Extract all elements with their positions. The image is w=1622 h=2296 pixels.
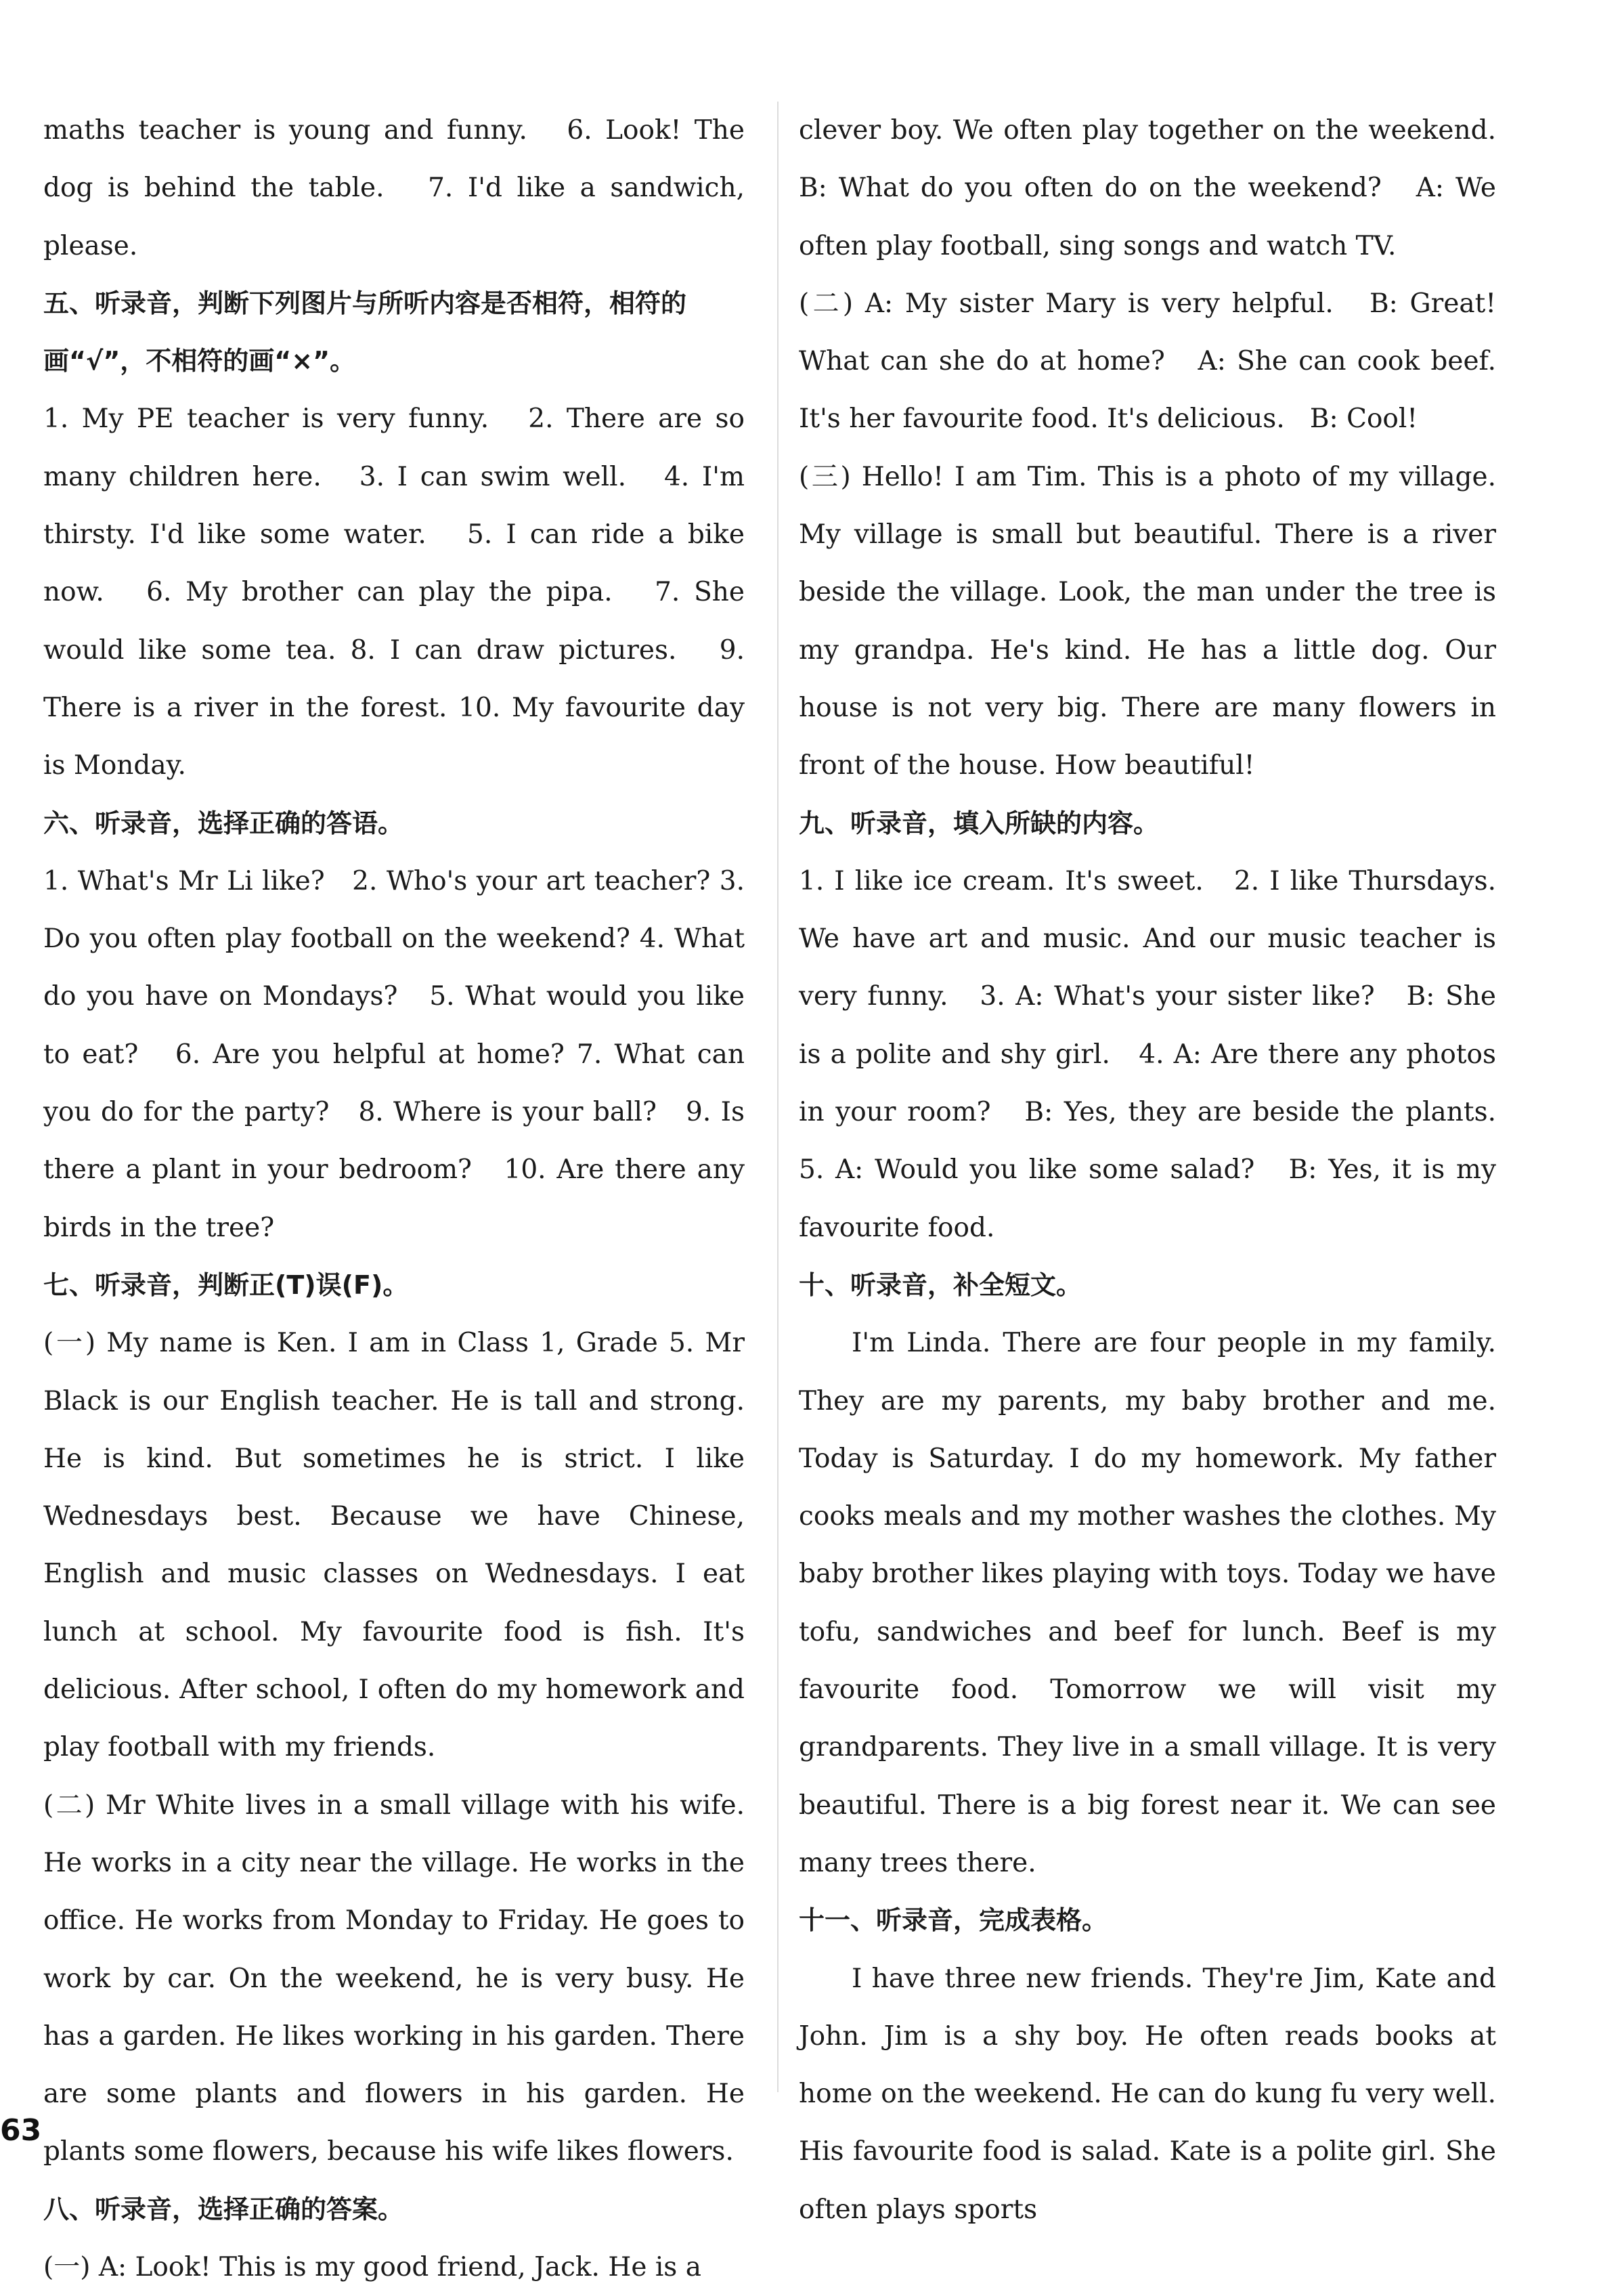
section-7-heading: 七、听录音，判断正(T)误(F)。 (43, 1270, 409, 1300)
section-11-heading: 十一、听录音，完成表格。 (799, 1905, 1108, 1936)
section-9-heading: 九、听录音，填入所缺的内容。 (799, 808, 1160, 838)
section-8-part-3: (三) Hello! I am Tim. This is a photo of my village. My village is small but beautiful. There is a river beside the village. Look, the man under the tree is my grandpa. He's kind. He has a little dog. Our house is not very big. There are many flowers in front of the house. How beautiful! (799, 461, 1496, 781)
section-8-part-1-start: (一) A: Look! This is my good friend, Jack. He is a (43, 2251, 701, 2282)
section-11-passage: I have three new friends. They're Jim, Kate and John. Jim is a shy boy. He often reads books at home on the weekend. He can do kung fu very well. His favourite food is salad. Kate is a polite girl. She often plays sports (799, 1963, 1496, 2225)
section-7-part-2: (二) Mr White lives in a small village with his wife. He works in a city near the village. He works in the office. He works from Monday to Friday. He goes to work by car. On the weekend, he is very busy. He has a garden. He likes working in his garden. There are some plants and flowers in his garden. He plants some flowers, because his wife likes flowers. (43, 1790, 745, 2167)
left-column (43, 102, 745, 2296)
column-divider (777, 102, 779, 2092)
section-9-transcript: 1. I like ice cream. It's sweet. 2. I like Thursdays. We have art and music. And our music teacher is very funny. 3. A: What's your sister like? B: She is a polite and shy girl. 4. A: Are there any photos in your room? B: Yes, they are beside the plants. 5. A: Would you like some salad? B: Yes, it is my favourite food. (799, 865, 1496, 1243)
right-column (799, 102, 1496, 2238)
section-6-heading: 六、听录音，选择正确的答语。 (43, 808, 404, 838)
section-5-transcript: 1. My PE teacher is very funny. 2. There are so many children here. 3. I can swim well. 4. I'm thirsty. I'd like some water. 5. I can ride a bike now. 6. My brother can play the pipa. 7. She would like some tea. 8. I can draw pictures. 9. There is a river in the forest. 10. My favourite day is Monday. (43, 404, 745, 781)
section-7-part-1: (一) My name is Ken. I am in Class 1, Grade 5. Mr Black is our English teacher. He is tall and strong. He is kind. But sometimes he is strict. I like Wednesdays best. Because we have Chinese, English and music classes on Wednesdays. I eat lunch at school. My favourite food is fish. It's delicious. After school, I often do my homework and play football with my friends. (43, 1328, 745, 1763)
section-8-heading: 八、听录音，选择正确的答案。 (43, 2194, 404, 2224)
page-number: 63 (0, 2113, 42, 2148)
left-paragraph-1: maths teacher is young and funny. 6. Look! The dog is behind the table. 7. I'd like a sandwich, please. (43, 115, 745, 261)
section-10-heading: 十、听录音，补全短文。 (799, 1270, 1082, 1300)
section-6-transcript: 1. What's Mr Li like? 2. Who's your art teacher? 3. Do you often play football on the weekend? 4. What do you have on Mondays? 5. What would you like to eat? 6. Are you helpful at home? 7. What can you do for the party? 8. Where is your ball? 9. Is there a plant in your bedroom? 10. Are there any birds in the tree? (43, 865, 745, 1243)
section-10-passage: I'm Linda. There are four people in my family. They are my parents, my baby brother and me. Today is Saturday. I do my homework. My father cooks meals and my mother washes the clothes. My baby brother likes playing with toys. Today we have tofu, sandwiches and beef for lunch. Beef is my favourite food. Tomorrow we will visit my grandparents. They live in a small village. It is very beautiful. There is a big forest near it. We can see many trees there. (799, 1328, 1496, 1878)
section-8-part-2: (二) A: My sister Mary is very helpful. B: Great! What can she do at home? A: She can cook beef. It's her favourite food. It's delicious. B: Cool! (799, 288, 1496, 435)
section-8-part-1-cont: clever boy. We often play together on the weekend. B: What do you often do on the weekend? A: We often play football, sing songs and watch TV. (799, 115, 1496, 261)
section-5-heading: 五、听录音，判断下列图片与所听内容是否相符，相符的画“√”，不相符的画“×”。 (43, 288, 687, 376)
